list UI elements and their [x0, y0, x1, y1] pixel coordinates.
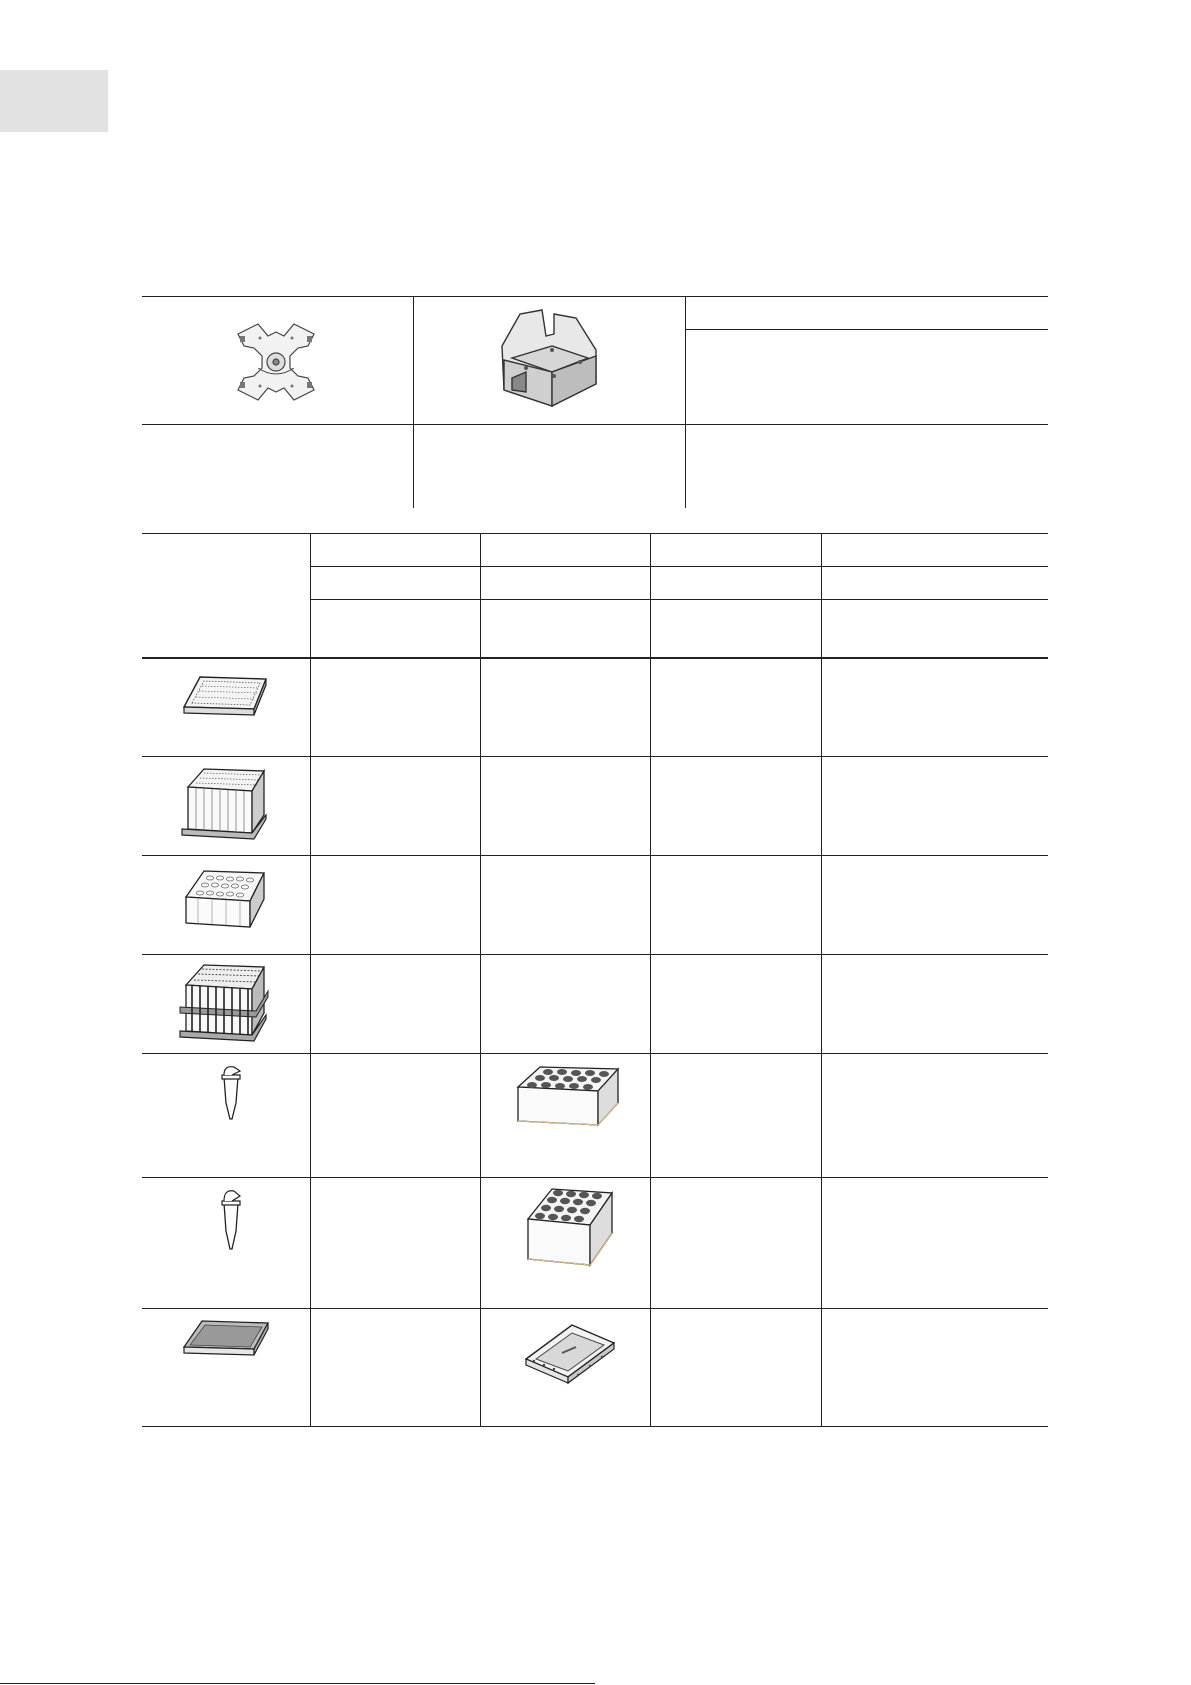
microtube-icon	[218, 1063, 246, 1123]
24-hole-block-adapter-icon	[514, 1063, 622, 1147]
rotor-table	[142, 296, 1048, 508]
four-arm-rotor-icon	[228, 314, 324, 410]
96-well-pcr-plate-icon	[180, 671, 270, 721]
96-deep-well-plate-icon	[178, 763, 270, 847]
48-well-plate-icon	[178, 865, 270, 941]
tube-rack-plate-icon	[176, 959, 272, 1047]
adapter-table	[142, 533, 1048, 1428]
chapter-side-tab	[0, 70, 108, 132]
flat-plate-icon	[180, 1317, 272, 1363]
microtube-icon	[218, 1187, 246, 1255]
24-hole-tall-block-adapter-icon	[524, 1185, 616, 1269]
plate-carrier-adapter-icon	[522, 1319, 618, 1393]
footer-rule	[0, 1683, 595, 1684]
plate-bucket-icon	[492, 306, 608, 416]
